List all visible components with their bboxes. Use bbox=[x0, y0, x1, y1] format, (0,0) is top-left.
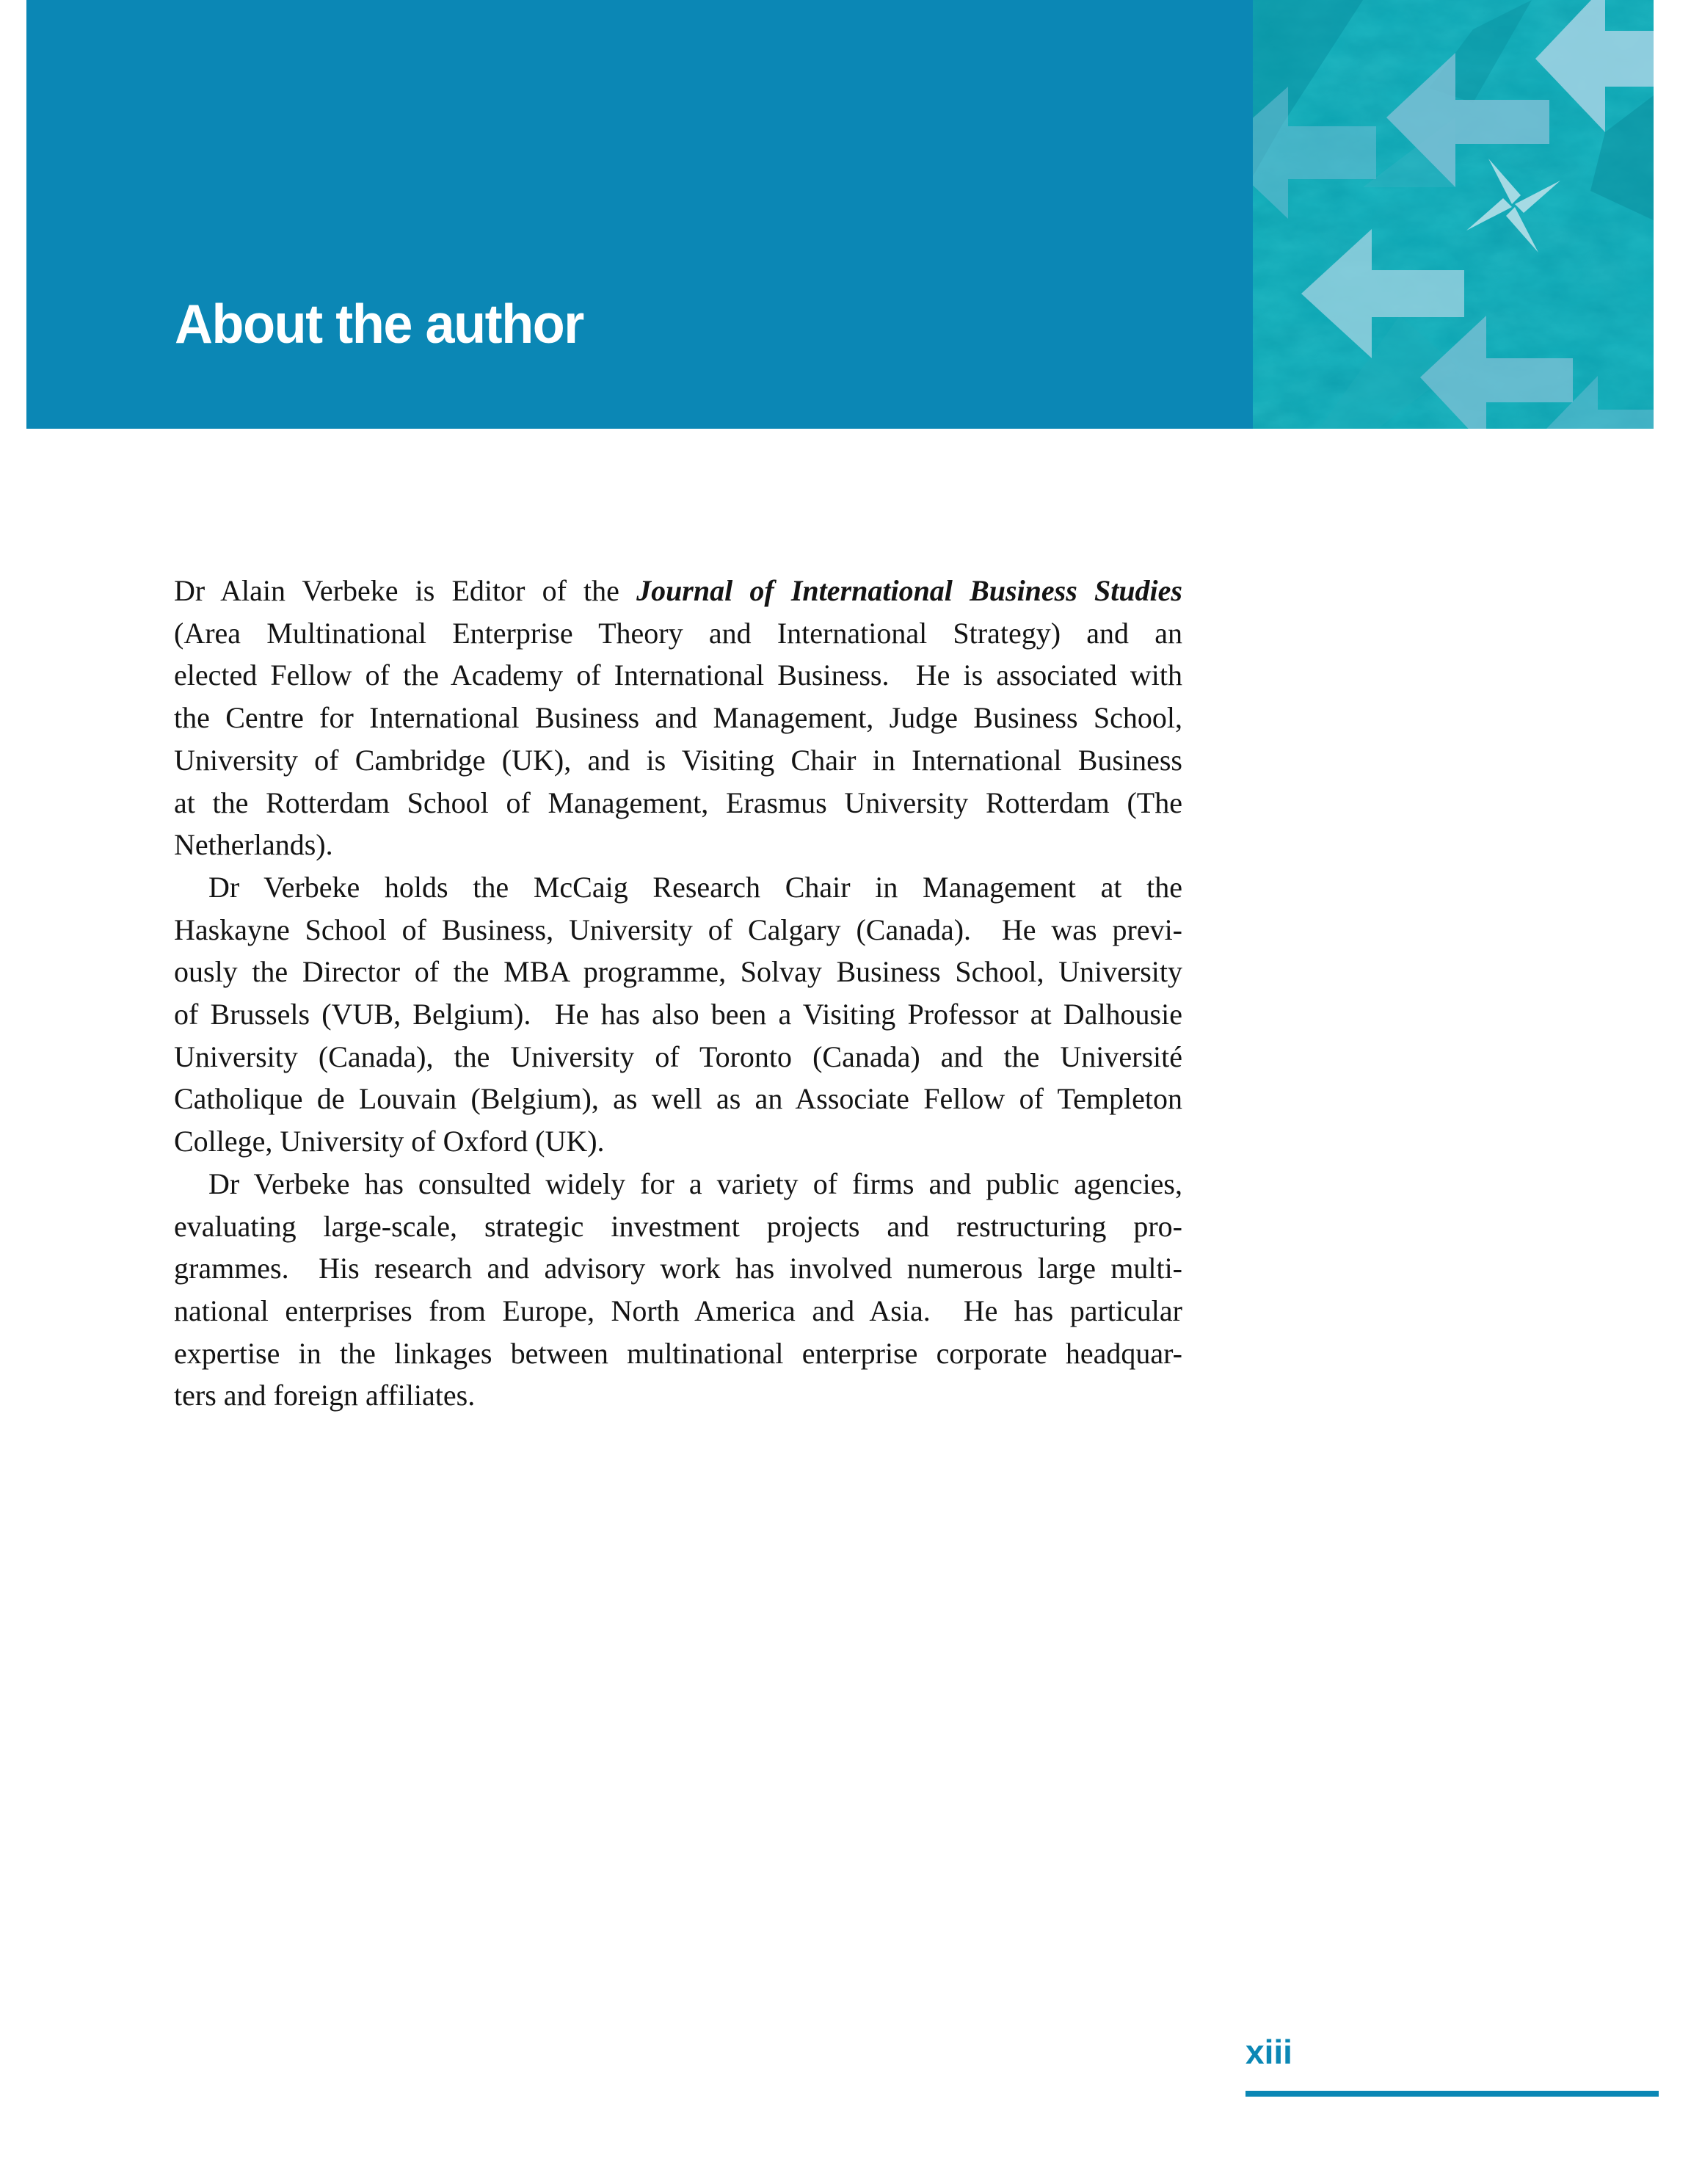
arrows-decoration-image bbox=[1253, 0, 1654, 429]
text-segment: University of Cambridge (UK), and is Visiting Chair in International Business bbox=[174, 743, 1182, 777]
text-line bbox=[174, 612, 1182, 655]
page-title: About the author bbox=[175, 293, 583, 355]
text-line-content bbox=[174, 612, 1182, 655]
text-line bbox=[174, 824, 1182, 866]
text-line-content bbox=[174, 1205, 1182, 1248]
text-line bbox=[174, 866, 1182, 909]
text-segment: ously the Director of the MBA programme, Solvay Business School, University bbox=[174, 955, 1182, 989]
text-line-content bbox=[174, 654, 1182, 697]
text-line bbox=[174, 1205, 1182, 1248]
text-line bbox=[174, 1374, 1182, 1417]
text-line bbox=[174, 1036, 1182, 1078]
text-line bbox=[174, 697, 1182, 739]
text-segment: ters and foreign affiliates. bbox=[174, 1379, 476, 1412]
text-segment: elected Fellow of the Academy of International Business. He is associated with bbox=[174, 659, 1182, 692]
text-line-content bbox=[174, 739, 1182, 782]
text-segment: Haskayne School of Business, University of Calgary (Canada). He was previ- bbox=[174, 913, 1182, 946]
text-segment: evaluating large-scale, strategic investment projects and restructuring pro- bbox=[174, 1209, 1182, 1243]
text-line-content bbox=[174, 1078, 1182, 1120]
text-segment: Dr Verbeke holds the McCaig Research Chair in Management at the bbox=[208, 870, 1182, 904]
text-segment: University (Canada), the University of Toronto (Canada) and the Université bbox=[174, 1040, 1182, 1073]
text-segment: College, University of Oxford (UK). bbox=[174, 1125, 605, 1158]
text-line bbox=[174, 1078, 1182, 1120]
text-line-content bbox=[174, 1290, 1182, 1332]
text-line bbox=[174, 1120, 1182, 1163]
footer-rule bbox=[1245, 2091, 1659, 2097]
journal-title-emphasis: Journal of International Business Studies bbox=[636, 574, 1182, 607]
text-segment: expertise in the linkages between multinational enterprise corporate headquar- bbox=[174, 1336, 1182, 1370]
text-segment: of Brussels (VUB, Belgium). He has also been a Visiting Professor at Dalhousie bbox=[174, 998, 1182, 1031]
page-number: xiii bbox=[1245, 2033, 1292, 2071]
text-line-content bbox=[174, 951, 1182, 993]
text-segment: Netherlands). bbox=[174, 828, 333, 862]
text-line-content bbox=[174, 993, 1182, 1036]
text-line bbox=[174, 654, 1182, 697]
text-segment: the Centre for International Business and Management, Judge Business School, bbox=[174, 701, 1182, 735]
about-author-text bbox=[174, 570, 1182, 1417]
text-line-content bbox=[174, 782, 1182, 824]
text-line-content bbox=[174, 1374, 475, 1417]
text-segment: (Area Multinational Enterprise Theory and International Strategy) and an bbox=[174, 616, 1182, 650]
text-segment: Catholique de Louvain (Belgium), as well as an Associate Fellow of Templeton bbox=[174, 1082, 1182, 1116]
text-segment: at the Rotterdam School of Management, Erasmus University Rotterdam (The bbox=[174, 786, 1182, 819]
text-line-content bbox=[174, 824, 333, 866]
text-line-content bbox=[174, 1332, 1182, 1375]
text-line bbox=[174, 909, 1182, 951]
text-line-content bbox=[174, 570, 1182, 612]
text-line bbox=[174, 1332, 1182, 1375]
text-line bbox=[174, 951, 1182, 993]
text-line-content bbox=[174, 1247, 1182, 1290]
text-line bbox=[174, 782, 1182, 824]
text-segment: Dr Alain Verbeke is Editor of the bbox=[174, 574, 637, 607]
text-line bbox=[174, 739, 1182, 782]
text-line bbox=[174, 1290, 1182, 1332]
text-line-content bbox=[208, 1163, 1182, 1205]
text-line bbox=[174, 570, 1182, 612]
text-line bbox=[174, 1163, 1182, 1205]
text-line-content bbox=[174, 1120, 605, 1163]
text-line-content bbox=[174, 1036, 1182, 1078]
text-line-content bbox=[174, 909, 1182, 951]
chapter-header-band bbox=[26, 0, 1654, 429]
text-line-content bbox=[208, 866, 1182, 909]
text-segment: national enterprises from Europe, North America and Asia. He has particular bbox=[174, 1294, 1182, 1327]
text-line-content bbox=[174, 697, 1182, 739]
text-line bbox=[174, 1247, 1182, 1290]
text-segment: Dr Verbeke has consulted widely for a variety of firms and public agencies, bbox=[208, 1167, 1182, 1200]
text-line bbox=[174, 993, 1182, 1036]
text-segment: grammes. His research and advisory work has involved numerous large multi- bbox=[174, 1252, 1182, 1285]
